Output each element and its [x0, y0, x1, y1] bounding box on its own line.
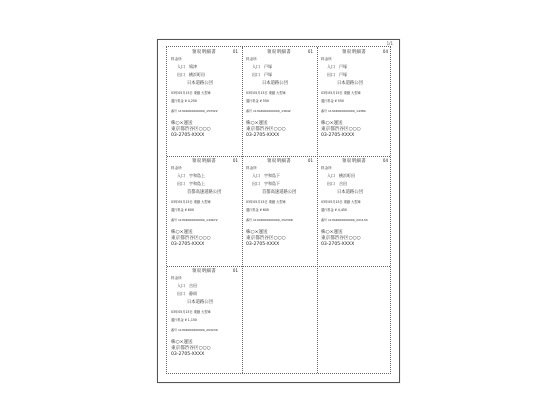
- exit-label: 出口: [177, 72, 185, 77]
- exit-label: 出口: [177, 290, 185, 296]
- address-phone: 03-2705-XXXX: [246, 133, 280, 138]
- exit-label: 出口: [327, 181, 335, 187]
- exit-value: 戸塚: [339, 72, 347, 77]
- tollgate-label: 料金所: [171, 166, 182, 171]
- amount-line: 通行料金 ¥ 4,450: [321, 208, 347, 213]
- receipt-card: [317, 47, 392, 156]
- entry-value: 宇和島上: [189, 173, 205, 179]
- tollgate-label: 料金所: [246, 166, 257, 171]
- company-name: 日本道路公団: [262, 81, 288, 86]
- exit-label: 出口: [252, 72, 260, 77]
- document-sheet: [157, 39, 400, 383]
- datetime-line: 03年05月15日 乗継 大型車: [321, 91, 361, 95]
- address-company: 株○×運送: [171, 339, 193, 345]
- tollgate-label: 料金所: [321, 166, 332, 171]
- datetime-line: 03年05月15日 乗継 大型車: [246, 91, 286, 95]
- receipt-number: 01: [232, 267, 238, 273]
- entry-label: 入口: [327, 173, 335, 179]
- exit-value: 宇和島下: [264, 181, 280, 187]
- exit-value: 戸塚: [264, 72, 272, 77]
- address-company: 株○×運送: [171, 121, 193, 126]
- receipt-title: 領収明細書: [267, 159, 291, 165]
- card-number: 番号 11304000000000_152308: [246, 218, 293, 223]
- receipt-number: 01: [232, 49, 238, 54]
- tollgate-label: 料金所: [321, 57, 332, 61]
- exit-value: 吉田: [339, 181, 347, 187]
- entry-label: 入口: [177, 64, 185, 69]
- exit-value: 横浜町田: [189, 72, 205, 77]
- receipt-card: [242, 47, 317, 156]
- company-name: 日本道路公団: [187, 299, 213, 305]
- address-street: 東京都渋谷区○○○: [321, 236, 361, 242]
- address-street: 東京都渋谷区○○○: [171, 345, 211, 351]
- receipt-title: 領収明細書: [267, 50, 291, 55]
- amount-line: 通行料金 ¥ 4,250: [171, 99, 197, 103]
- address-street: 東京都渋谷区○○○: [171, 236, 211, 242]
- tollgate-label: 料金所: [171, 275, 182, 280]
- address-street: 東京都渋谷区○○○: [246, 127, 286, 132]
- address-company: 株○×運送: [246, 230, 268, 236]
- entry-value: 戸塚: [339, 64, 347, 69]
- company-name: 日本道路公団: [337, 81, 363, 86]
- datetime-line: 03年05月15日 乗継 大型車: [246, 200, 286, 205]
- company-name: 首都高速道路公団: [187, 190, 222, 196]
- datetime-line: 03年05月15日 乗継 大型車: [171, 91, 211, 95]
- exit-label: 出口: [177, 181, 185, 187]
- address-company: 株○×運送: [246, 121, 268, 126]
- receipt-number: 01: [307, 49, 313, 54]
- company-name: 日本道路公団: [187, 81, 213, 86]
- entry-label: 入口: [327, 64, 335, 69]
- company-name: 首都高速道路公団: [262, 190, 297, 196]
- receipt-card: [167, 266, 242, 375]
- entry-label: 入口: [252, 173, 260, 179]
- exit-value: 宇和島上: [189, 181, 205, 187]
- amount-line: 通行料金 ¥ 600: [171, 208, 194, 213]
- receipt-grid: [166, 46, 391, 374]
- receipt-card: [317, 156, 392, 265]
- entry-value: 戸塚: [264, 64, 272, 69]
- card-number: 番号 11304000000000_14384: [321, 109, 366, 113]
- receipt-number: 01: [307, 158, 313, 164]
- receipt-title: 領収明細書: [192, 159, 216, 165]
- receipt-card: [242, 156, 317, 265]
- entry-label: 入口: [177, 173, 185, 179]
- address-company: 株○×運送: [171, 230, 193, 236]
- receipt-number: 04: [382, 49, 388, 54]
- page-number: 1/1: [386, 41, 393, 46]
- address-street: 東京都渋谷区○○○: [246, 236, 286, 242]
- receipt-title: 領収明細書: [342, 159, 366, 165]
- entry-value: 鳩津: [189, 64, 197, 69]
- address-phone: 03-2705-XXXX: [321, 242, 355, 248]
- amount-line: 通行料金 ¥ 1,150: [171, 317, 197, 322]
- datetime-line: 03年05月15日 乗継 大型車: [171, 309, 211, 314]
- datetime-line: 03年05月15日 乗継 大型車: [171, 200, 211, 205]
- exit-label: 出口: [252, 181, 260, 187]
- exit-value: 静岡: [189, 290, 197, 296]
- address-phone: 03-2705-XXXX: [171, 351, 205, 357]
- card-number: 番号 11304000000000_144672: [171, 218, 218, 223]
- receipt-title: 領収明細書: [192, 50, 216, 55]
- amount-line: 通行料金 ¥ 600: [246, 208, 269, 213]
- address-street: 東京都渋谷区○○○: [321, 127, 361, 132]
- address-company: 株○×運送: [321, 121, 343, 126]
- amount-line: 通行料金 ¥ 550: [246, 99, 269, 103]
- amount-line: 通行料金 ¥ 550: [321, 99, 344, 103]
- receipt-title: 領収明細書: [342, 50, 366, 55]
- address-phone: 03-2705-XXXX: [321, 133, 355, 138]
- receipt-number: 04: [382, 158, 388, 164]
- card-number: 番号 11304000000000_13642: [246, 109, 291, 113]
- receipt-number: 01: [232, 158, 238, 164]
- address-company: 株○×運送: [321, 230, 343, 236]
- entry-value: 宇和島下: [264, 173, 280, 179]
- tollgate-label: 料金所: [246, 57, 257, 61]
- address-street: 東京都渋谷区○○○: [171, 127, 211, 132]
- receipt-title: 領収明細書: [192, 268, 216, 274]
- card-number: 番号 11304000000000_203239: [171, 327, 218, 332]
- exit-label: 出口: [327, 72, 335, 77]
- tollgate-label: 料金所: [171, 57, 182, 61]
- card-number: 番号 11304000000000_153322: [171, 109, 218, 113]
- receipt-card: [167, 47, 242, 156]
- address-phone: 03-2705-XXXX: [246, 242, 280, 248]
- address-phone: 03-2705-XXXX: [171, 133, 205, 138]
- datetime-line: 03年05月15日 乗継 大型車: [321, 200, 361, 205]
- address-phone: 03-2705-XXXX: [171, 242, 205, 248]
- entry-value: 吉田: [189, 282, 197, 288]
- company-name: 日本道路公団: [337, 190, 363, 196]
- card-number: 番号 11304000000000_221134: [321, 218, 368, 223]
- entry-value: 横浜町田: [339, 173, 355, 179]
- entry-label: 入口: [177, 282, 185, 288]
- receipt-card: [167, 156, 242, 265]
- entry-label: 入口: [252, 64, 260, 69]
